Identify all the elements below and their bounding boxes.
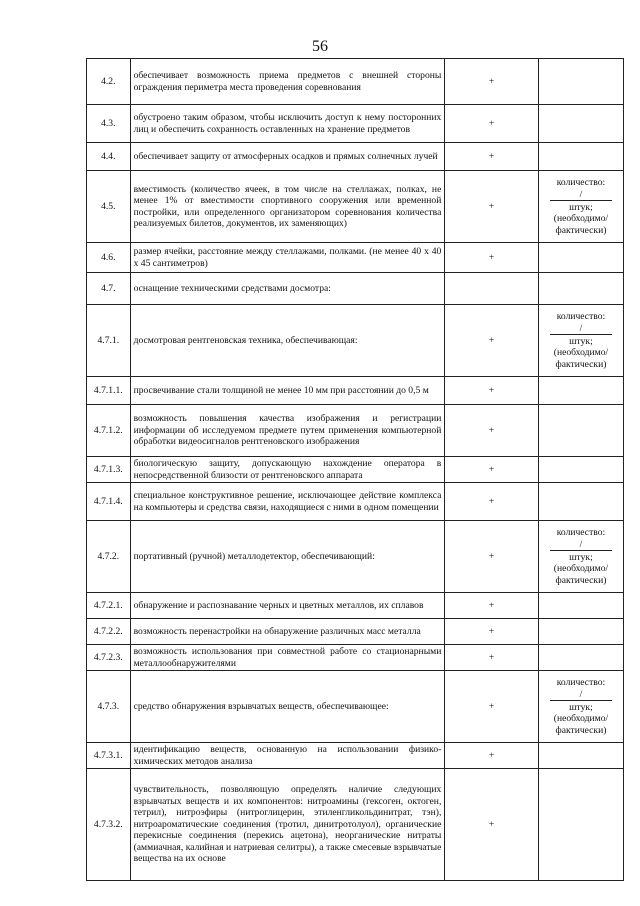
- row-text: возможность перенастройки на обнаружение различных масс металла: [130, 619, 445, 645]
- qty-note: (необходимо/: [553, 213, 609, 224]
- row-text: идентификацию веществ, основанную на использовании физико-химических методов анализа: [130, 743, 445, 769]
- row-text: обеспечивает возможность приема предметов с внешней стороны ограждения периметра места проведения соревнования: [130, 59, 445, 105]
- row-mark: +: [445, 521, 539, 593]
- row-mark: +: [445, 405, 539, 457]
- table-row: [87, 305, 624, 377]
- row-text: чувствительность, позволяющую определять наличие следующих взрывчатых веществ и их компонентов: нитроамины (гексоген, октоген, тетрил), нитроэфиры (нитроглицерин, этиленгликольдинитрат, тэн), нитроароматические соединения (тротил, динитротолуол), органические перекисные соединения (перекись ацетона), неорганические нитраты (аммиачная, калийная и натриевая селитры), а также смесевые взрывчатые вещества на их основе: [130, 769, 445, 881]
- row-text: просвечивание стали толщиной не менее 10 мм при расстоянии до 0,5 м: [130, 377, 445, 405]
- page-number: 56: [312, 38, 328, 55]
- table-row: [87, 143, 624, 171]
- row-text: портативный (ручной) металлодетектор, обеспечивающий:: [130, 521, 445, 593]
- qty-slash: /: [550, 690, 612, 701]
- row-qty: [538, 645, 623, 671]
- row-qty: [538, 273, 623, 305]
- row-mark: +: [445, 243, 539, 273]
- row-number: 4.7.3.: [87, 671, 131, 743]
- quantity-field: [538, 671, 623, 743]
- row-mark: +: [445, 59, 539, 105]
- qty-slash: /: [550, 324, 612, 335]
- row-text: обустроено таким образом, чтобы исключить доступ к нему посторонних лиц и обеспечить сохранность оставленных на хранение предметов: [130, 105, 445, 143]
- qty-note: (необходимо/: [553, 347, 609, 358]
- row-qty: [538, 457, 623, 483]
- table-row: [87, 457, 624, 483]
- row-number: 4.7.3.2.: [87, 769, 131, 881]
- qty-note: (необходимо/: [553, 713, 609, 724]
- qty-label: количество:: [556, 677, 606, 688]
- row-text: досмотровая рентгеновская техника, обеспечивающая:: [130, 305, 445, 377]
- table-row: [87, 769, 624, 881]
- qty-slash: /: [550, 540, 612, 551]
- row-qty: [538, 405, 623, 457]
- row-number: 4.7.1.2.: [87, 405, 131, 457]
- row-qty: [538, 769, 623, 881]
- row-qty: [538, 593, 623, 619]
- row-text: вместимость (количество ячеек, в том числе на стеллажах, полках, не менее 1% от вместимости спортивного сооружения или временной постройки, или определенного организатором соревнования количества реализуемых билетов, документов, их заменяющих): [130, 171, 445, 243]
- row-qty: [538, 619, 623, 645]
- row-mark: +: [445, 769, 539, 881]
- qty-label: количество:: [556, 527, 606, 538]
- qty-note-2: фактически): [555, 574, 607, 586]
- table-row: [87, 405, 624, 457]
- qty-label: количество:: [556, 177, 606, 188]
- row-text: обеспечивает защиту от атмосферных осадков и прямых солнечных лучей: [130, 143, 445, 171]
- table-row: [87, 593, 624, 619]
- row-number: 4.7.1.: [87, 305, 131, 377]
- row-mark: +: [445, 743, 539, 769]
- row-number: 4.3.: [87, 105, 131, 143]
- row-mark: +: [445, 143, 539, 171]
- row-number: 4.5.: [87, 171, 131, 243]
- quantity-field: [538, 171, 623, 243]
- row-mark: +: [445, 305, 539, 377]
- table-row: [87, 671, 624, 743]
- table-row: [87, 483, 624, 521]
- row-number: 4.6.: [87, 243, 131, 273]
- row-mark: +: [445, 645, 539, 671]
- row-qty: [538, 143, 623, 171]
- row-text: размер ячейки, расстояние между стеллажами, полками. (не менее 40 х 40 х 45 сантиметров): [130, 243, 445, 273]
- row-number: 4.7.1.4.: [87, 483, 131, 521]
- row-number: 4.7.2.: [87, 521, 131, 593]
- row-mark: +: [445, 457, 539, 483]
- row-mark: +: [445, 593, 539, 619]
- qty-unit: штук;: [569, 201, 593, 213]
- qty-unit: штук;: [569, 335, 593, 347]
- row-text: специальное конструктивное решение, исключающее действие комплекса на компьютеры и средства связи, находящиеся с ними в одном помещении: [130, 483, 445, 521]
- row-qty: [538, 59, 623, 105]
- table-row: [87, 743, 624, 769]
- qty-note-2: фактически): [555, 224, 607, 236]
- table-row: [87, 171, 624, 243]
- row-mark: +: [445, 671, 539, 743]
- qty-note-2: фактически): [555, 724, 607, 736]
- row-number: 4.7.3.1.: [87, 743, 131, 769]
- qty-slash: /: [550, 190, 612, 201]
- row-text: возможность повышения качества изображения и регистрации информации об исследуемом предмете путем применения компьютерной обработки видеосигналов рентгеновского изображения: [130, 405, 445, 457]
- row-mark: +: [445, 105, 539, 143]
- table-row: [87, 59, 624, 105]
- row-text: оснащение техническими средствами досмотра:: [130, 273, 445, 305]
- table-row: [87, 521, 624, 593]
- row-number: 4.4.: [87, 143, 131, 171]
- qty-label: количество:: [556, 311, 606, 322]
- row-number: 4.7.2.3.: [87, 645, 131, 671]
- qty-unit: штук;: [569, 701, 593, 713]
- row-mark: +: [445, 619, 539, 645]
- quantity-field: [538, 305, 623, 377]
- table-row: [87, 645, 624, 671]
- table-row: [87, 273, 624, 305]
- row-text: обнаружение и распознавание черных и цветных металлов, их сплавов: [130, 593, 445, 619]
- row-text: биологическую защиту, допускающую нахождение оператора в непосредственной близости от рентгеновского аппарата: [130, 457, 445, 483]
- row-mark: +: [445, 377, 539, 405]
- row-qty: [538, 743, 623, 769]
- qty-unit: штук;: [569, 551, 593, 563]
- table-row: [87, 619, 624, 645]
- row-qty: [538, 377, 623, 405]
- row-text: возможность использования при совместной работе со стационарными металлообнаружителями: [130, 645, 445, 671]
- row-mark: +: [445, 483, 539, 521]
- row-number: 4.2.: [87, 59, 131, 105]
- row-qty: [538, 243, 623, 273]
- qty-note-2: фактически): [555, 358, 607, 370]
- row-mark: +: [445, 171, 539, 243]
- table-row: [87, 377, 624, 405]
- row-mark: [445, 273, 539, 305]
- row-number: 4.7.2.1.: [87, 593, 131, 619]
- quantity-field: [538, 521, 623, 593]
- table-row: [87, 105, 624, 143]
- table-row: [87, 243, 624, 273]
- row-qty: [538, 483, 623, 521]
- qty-note: (необходимо/: [553, 563, 609, 574]
- row-number: 4.7.1.3.: [87, 457, 131, 483]
- row-number: 4.7.2.2.: [87, 619, 131, 645]
- row-number: 4.7.: [87, 273, 131, 305]
- row-qty: [538, 105, 623, 143]
- row-number: 4.7.1.1.: [87, 377, 131, 405]
- row-text: средство обнаружения взрывчатых веществ, обеспечивающее:: [130, 671, 445, 743]
- requirements-table: [86, 58, 624, 881]
